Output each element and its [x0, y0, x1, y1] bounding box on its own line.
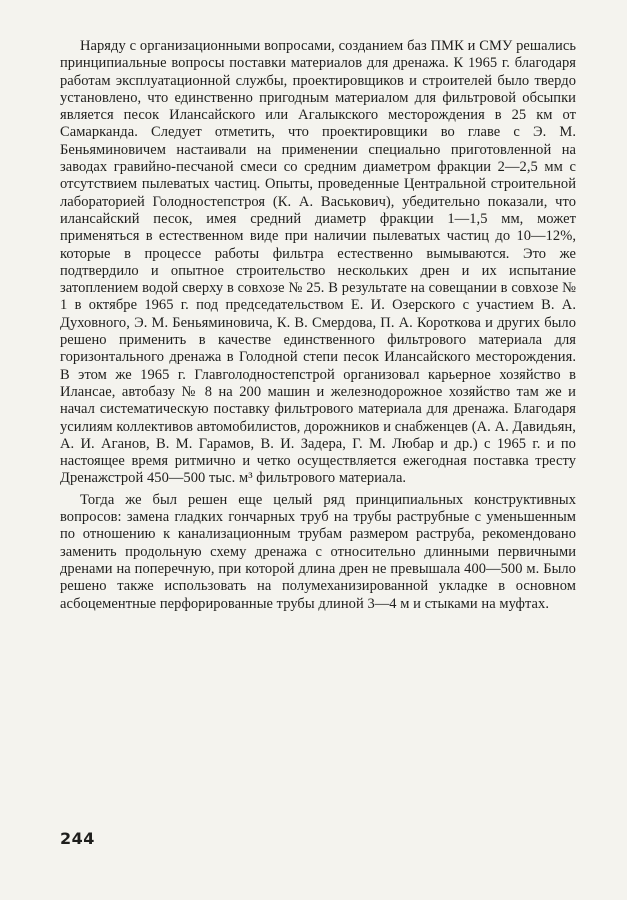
page-number: 244	[60, 829, 95, 848]
page-body	[60, 38, 576, 613]
paragraph-construction-decisions: Тогда же был решен еще целый ряд принципиальных конструктивных вопросов: замена гладких гончарных труб на трубы раструбные с уменьшенным по отношению к канализационным трубам размером раструба, рекомендовано заменить продольную схему дренажа с относительно длинными первичными дренами на поперечную, при которой длина дрен не превышала 400—500 м. Было решено также использовать на полумеханизированной укладке в основном асбоцементные перфорированные трубы длиной 3—4 м и стыками на муфтах.	[60, 491, 576, 612]
paragraph-filter-material: Наряду с организационными вопросами, созданием баз ПМК и СМУ решались принципиальные вопросы поставки материалов для дренажа. К 1965 г. благодаря работам эксплуатационной службы, проектировщиков и строителей было твердо установлено, что единственно пригодным материалом для фильтровой обсыпки является песок Илансайского или Агалыкского месторождения в 25 км от Самарканда. Следует отметить, что проектировщики во главе с Э. М. Беньяминовичем настаивали на применении специально приготовленной на заводах гравийно-песчаной смеси со средним диаметром фракции 2—2,5 мм с отсутствием пылеватых частиц. Опыты, проведенные Центральной строительной лабораторией Голодностепстроя (К. А. Васькович), убедительно показали, что илансайский песок, имея средний диаметр фракции 1—1,5 мм, может применяться в естественном виде при наличии пылеватых частиц до 10—12%, которые в процессе работы фильтра естественно вымываются. Это же подтвердило и опытное строительство нескольких дрен и их испытание затоплением водой сверху в совхозе № 25. В результате на совещании в совхозе № 1 в октябре 1965 г. под председательством Е. И. Озерского с участием В. А. Духовного, Э. М. Беньяминовича, К. В. Смердова, П. А. Короткова и других было решено применить в качестве единственного фильтрового материала для горизонтального дренажа в Голодной степи песок Илансайского месторождения. В этом же 1965 г. Главголодностепстрой организовал карьерное хозяйство в Илансае, автобазу № 8 на 200 машин и железнодорожное хозяйство там же и начал систематическую поставку фильтрового материала для дренажа. Благодаря усилиям коллективов автомобилистов, дорожников и снабженцев (А. А. Давидьян, А. И. Аганов, В. М. Гарамов, В. И. Задера, Г. М. Любар и др.) с 1965 г. и по настоящее время ритмично и четко осуществляется ежегодная поставка тресту Дренажстрой 450—500 тыс. м³ фильтрового материала.	[60, 38, 576, 487]
